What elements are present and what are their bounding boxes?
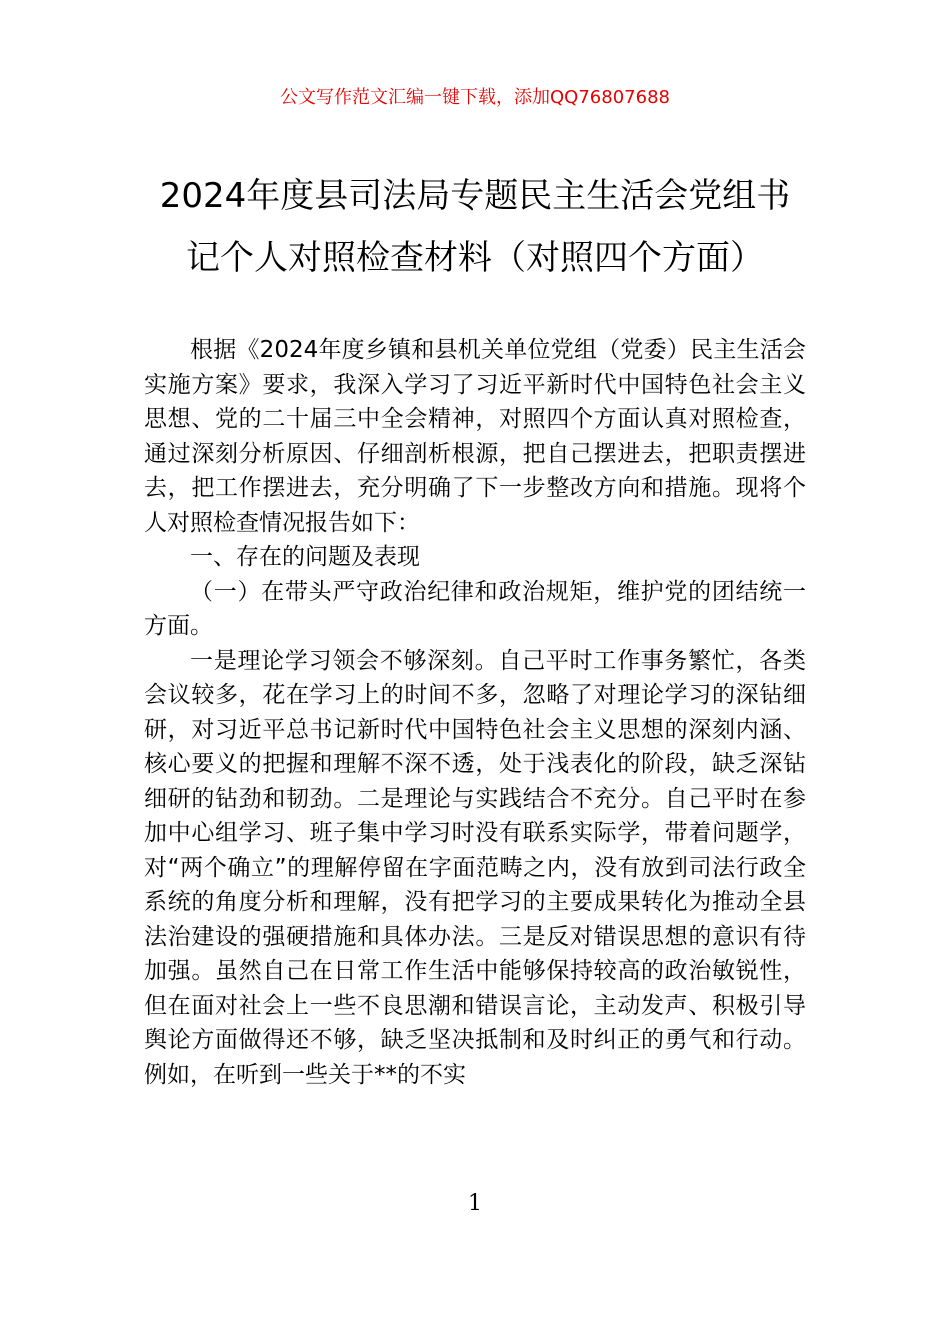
paragraph-problems: 一是理论学习领会不够深刻。自己平时工作事务繁忙，各类会议较多，花在学习上的时间不多，忽略了对理论学习的深钻细研，对习近平总书记新时代中国特色社会主义思想的深刻内涵、核心要义的把握和理解不深不透，处于浅表化的阶段，缺乏深钻细研的钻劲和韧劲。二是理论与实践结合不充分。自己平时在参加中心组学习、班子集中学习时没有联系实际学，带着问题学，对“两个确立”的理解停留在字面范畴之内，没有放到司法行政全系统的角度分析和理解，没有把学习的主要成果转化为推动全县法治建设的强硬措施和具体办法。三是反对错误思想的意识有待加强。虽然自己在日常工作生活中能够保持较高的政治敏锐性，但在面对社会上一些不良思潮和错误言论，主动发声、积极引导舆论方面做得还不够，缺乏坚决抵制和及时纠正的勇气和行动。例如，在听到一些关于**的不实 [144,647,806,1088]
title-line-2: 记个人对照检查材料（对照四个方面） [186,238,764,278]
section-heading-1: 一、存在的问题及表现 [190,544,420,570]
page-number: 1 [468,1191,482,1216]
paragraph-intro: 根据《2024年度乡镇和县机关单位党组（党委）民主生活会实施方案》要求，我深入学习了习近平新时代中国特色社会主义思想、党的二十届三中全会精神，对照四个方面认真对照检查，通过深刻分析原因、仔细剖析根源，把自己摆进去，把职责摆进去，把工作摆进去，充分明确了下一步整改方向和措施。现将个人对照检查情况报告如下： [144,337,806,536]
document-body [144,333,806,1092]
subsection-heading-1: （一）在带头严守政治纪律和政治规矩，维护党的团结统一方面。 [144,578,806,639]
document-title [120,170,830,294]
header-promo-note: 公文写作范文汇编一键下载，添加QQ76807688 [280,87,670,108]
title-line-1: 2024年度县司法局专题民主生活会党组书 [159,176,791,216]
